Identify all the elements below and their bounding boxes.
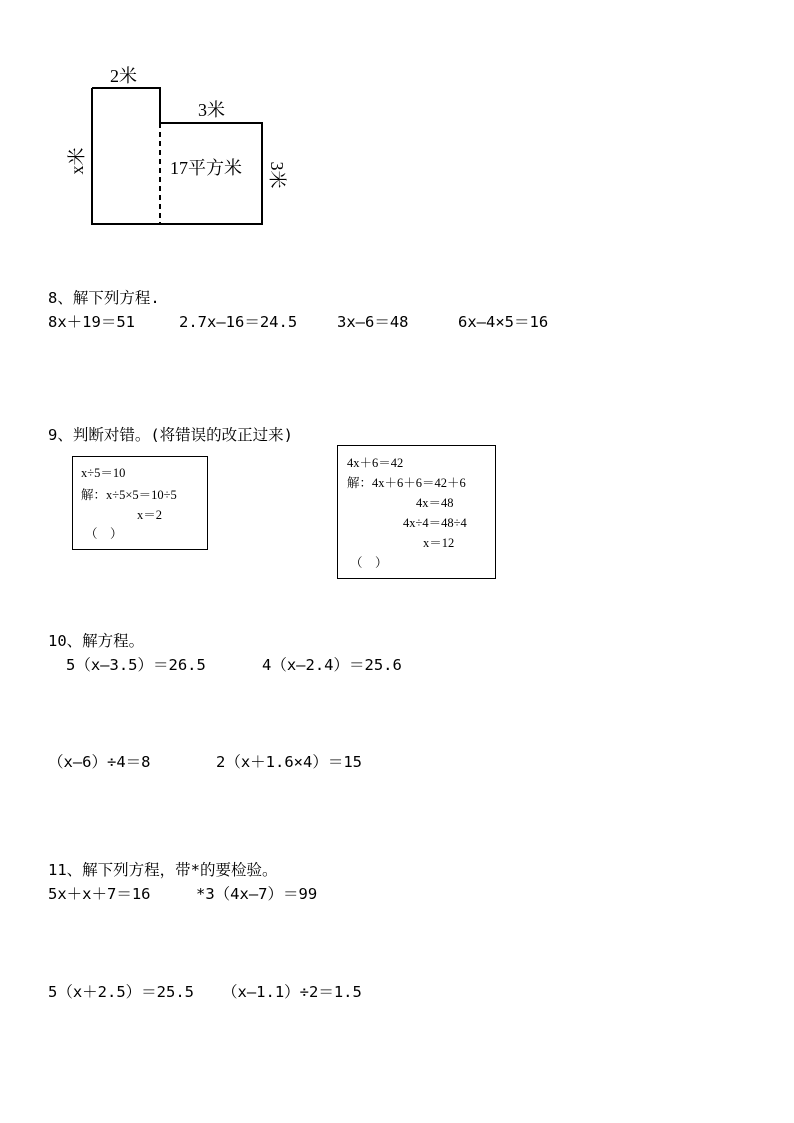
q9-box1-line-2: 解：x÷5×5＝10÷5	[81, 488, 177, 502]
q9-box2-line-2: 解：4x＋6＋6＝42＋6	[347, 476, 466, 490]
q8-title: 8、解下列方程.	[48, 289, 160, 307]
q11-equation-1: 5x＋x＋7＝16	[48, 885, 151, 903]
figure-top-width-label: 2米	[110, 66, 137, 86]
q9-box1-line-1: x÷5＝10	[81, 466, 126, 480]
q9-box2-line-3: 4x＝48	[416, 496, 454, 510]
q11-equation-4: （x—1.1）÷2＝1.5	[222, 983, 362, 1001]
q9-box2-line-4: 4x÷4＝48÷4	[403, 516, 467, 530]
q10-equation-2: 4（x—2.4）＝25.6	[262, 656, 402, 674]
q9-box2-line-1: 4x＋6＝42	[347, 456, 404, 470]
q9-box1-line-3: x＝2	[137, 508, 163, 522]
q10-title: 10、解方程。	[48, 632, 145, 650]
q9-box2-answer-paren[interactable]: （ ）	[350, 556, 388, 570]
q9-box1-answer-paren[interactable]: （ ）	[85, 527, 123, 541]
composite-rectangle-figure	[0, 0, 794, 260]
figure-step-width-label: 3米	[198, 100, 225, 120]
q9-title: 9、判断对错。(将错误的改正过来)	[48, 426, 293, 444]
q9-box2-line-5: x＝12	[423, 536, 455, 550]
figure-right-height-label: 3米	[267, 161, 287, 189]
figure-height-label: x米	[67, 147, 87, 175]
q11-title: 11、解下列方程，带*的要检验。	[48, 861, 278, 879]
q10-equation-1: 5（x—3.5）＝26.5	[66, 656, 206, 674]
q10-equation-3: （x—6）÷4＝8	[48, 753, 151, 771]
q11-equation-2: *3（4x—7）＝99	[196, 885, 318, 903]
figure-area-label: 17平方米	[170, 158, 242, 178]
q9-box-2	[337, 445, 496, 579]
q11-equation-3: 5（x＋2.5）＝25.5	[48, 983, 194, 1001]
q10-equation-4: 2（x＋1.6×4）＝15	[216, 753, 362, 771]
q8-equation-2: 2.7x—16＝24.5	[179, 313, 298, 331]
q9-box-1	[72, 456, 208, 550]
q8-equation-3: 3x—6＝48	[337, 313, 409, 331]
q8-equation-4: 6x—4×5＝16	[458, 313, 549, 331]
q8-equation-1: 8x＋19＝51	[48, 313, 135, 331]
